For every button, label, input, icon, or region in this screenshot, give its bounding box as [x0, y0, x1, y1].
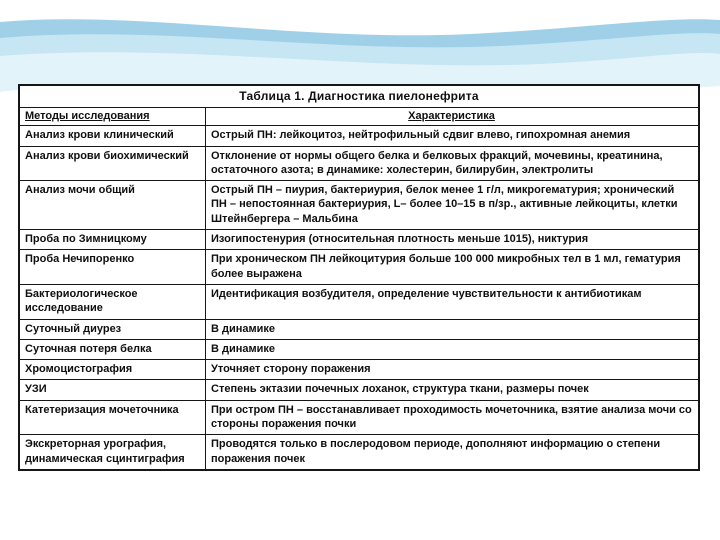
table-title: Таблица 1. Диагностика пиелонефрита: [20, 86, 698, 108]
method-cell: Анализ крови биохимический: [20, 147, 206, 181]
characteristic-cell: Изогипостенурия (относительная плотность меньше 1015), никтурия: [211, 233, 589, 246]
characteristic-cell: В динамике: [211, 322, 276, 335]
table-row: [20, 285, 698, 320]
method-cell: Хромоцистография: [20, 360, 206, 379]
table-row: [20, 380, 698, 400]
method-cell: Суточный диурез: [20, 320, 206, 339]
table-row: [20, 126, 698, 146]
table-row: [20, 230, 698, 250]
table-row: [20, 147, 698, 182]
method-cell: Проба по Зимницкому: [20, 230, 206, 249]
column-header-characteristic: Характеристика: [408, 110, 495, 122]
method-cell: Анализ мочи общий: [20, 181, 206, 229]
method-cell: Экскреторная урография, динамическая сцинтиграфия: [20, 435, 206, 469]
characteristic-cell: Идентификация возбудителя, определение чувствительности к антибиотикам: [211, 287, 642, 300]
characteristic-cell: Острый ПН: лейкоцитоз, нейтрофильный сдвиг влево, гипохромная анемия: [211, 129, 631, 142]
characteristic-cell: Уточняет сторону поражения: [211, 363, 371, 376]
characteristic-cell: Отклонение от нормы общего белка и белковых фракций, мочевины, креатинина, остаточного азота; в динамике: холестерин, билирубин, электролиты: [211, 149, 663, 176]
method-cell: Проба Нечипоренко: [20, 250, 206, 284]
table-row: [20, 181, 698, 230]
table-header-row: [20, 108, 698, 126]
table-row: [20, 250, 698, 285]
method-cell: УЗИ: [20, 380, 206, 399]
table-row: [20, 435, 698, 469]
table-row: [20, 360, 698, 380]
characteristic-cell: В динамике: [211, 342, 276, 355]
method-cell: Катетеризация мочеточника: [20, 401, 206, 435]
characteristic-cell: При остром ПН – восстанавливает проходимость мочеточника, взятие анализа мочи со стороны поражения почки: [211, 403, 692, 431]
table-row: [20, 340, 698, 360]
table-row: [20, 401, 698, 436]
diagnostics-table: [18, 84, 700, 471]
characteristic-cell: Проводятся только в послеродовом периоде, дополняют информацию о степени поражения почек: [211, 438, 661, 465]
characteristic-cell: Степень эктазии почечных лоханок, структура ткани, размеры почек: [211, 383, 589, 396]
method-cell: Анализ крови клинический: [20, 126, 206, 145]
table-row: [20, 320, 698, 340]
method-cell: Суточная потеря белка: [20, 340, 206, 359]
column-header-methods: Методы исследования: [20, 108, 206, 125]
characteristic-cell: При хроническом ПН лейкоцитурия больше 100 000 микробных тел в 1 мл, гематурия более выражена: [211, 253, 681, 280]
characteristic-cell: Острый ПН – пиурия, бактериурия, белок менее 1 г/л, микрогематурия; хронический ПН – непостоянная бактериурия, L– более 10–15 в п/зр., активные лейкоциты, клетки Штейнбергера – Мальбина: [211, 184, 678, 225]
method-cell: Бактериологическое исследование: [20, 285, 206, 319]
